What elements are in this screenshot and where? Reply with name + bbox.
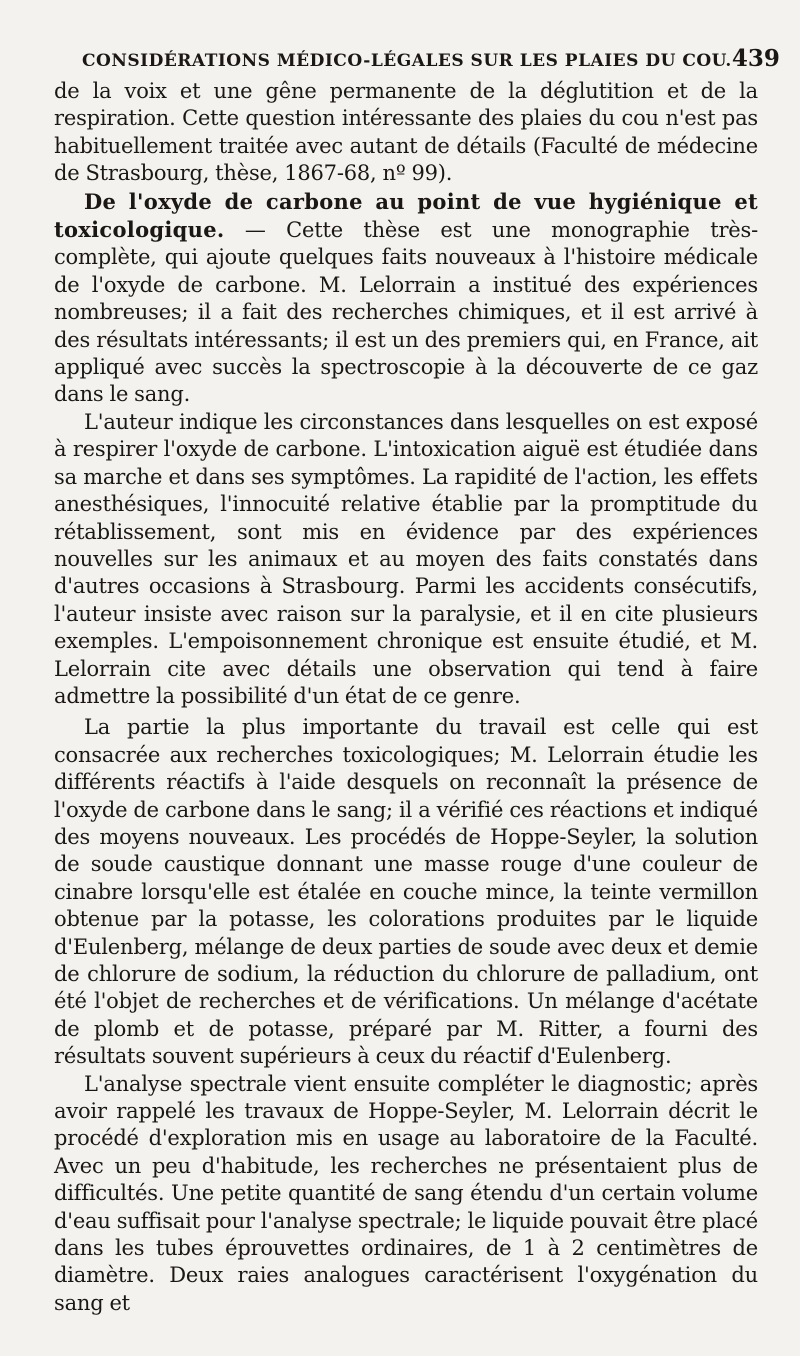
paragraph-text: La partie la plus importante du travail est celle qui est consacrée aux recherches toxicologiques; M. Lelorrain étudie les différents réactifs à l'aide desquels on reconnaît la présence de l'oxyde de carbone dans le sang; il a vérifié ces réactions et indiqué des moyens nouveaux. Les procédés de Hoppe-Seyler, la solution de soude caustique donnant une masse rouge d'une couleur de cinabre lorsqu'elle est étalée en couche mince, la teinte vermillon obtenue par la potasse, les colorations produites par le liquide d'Eulenberg, mélange de deux parties de soude avec deux et demie de chlorure de sodium, la réduction du chlorure de palladium, ont été l'objet de recherches et de vérifications. Un mélange d'acétate de plomb et de potasse, préparé par M. Ritter, a fourni des résultats souvent supérieurs à ceux du réactif d'Eulenberg. — [54, 715, 758, 1069]
paragraph — [54, 1071, 758, 1318]
paragraph-text: — Cette thèse est une monographie très-complète, qui ajoute quelques faits nouveaux à l'histoire médicale de l'oxyde de carbone. M. Lelorrain a institué des expériences nombreuses; il a fait des recherches chimiques, et il est arrivé à des résultats intéressants; il est un des premiers qui, en France, ait appliqué avec succès la spectroscopie à la découverte de ce gaz dans le sang. — [54, 218, 758, 407]
body-text — [54, 78, 758, 1317]
section-heading: De l'oxyde de carbone au point de vue hygiénique et toxicologique. — [54, 188, 758, 243]
paragraph-text: de la voix et une gêne permanente de la déglutition et de la respiration. Cette question intéressante des plaies du cou n'est pas habituellement traitée avec autant de détails (Faculté de médecine de Strasbourg, thèse, 1867-68, nº 99). — [54, 79, 758, 186]
paragraph-text: L'auteur indique les circonstances dans lesquelles on est exposé à respirer l'oxyde de carbone. L'intoxication aiguë est étudiée dans sa marche et dans ses symptômes. La rapidité de l'action, les effets anesthésiques, l'innocuité relative établie par la promptitude du rétablissement, sont mis en évidence par des expériences nouvelles sur les animaux et au moyen des faits constatés dans d'autres occasions à Strasbourg. Parmi les accidents consécutifs, l'auteur insiste avec raison sur la paralysie, et il en cite plusieurs exemples. L'empoisonnement chronique est ensuite étudié, et M. Lelorrain cite avec détails une observation qui tend à faire admettre la possibilité d'un état de ce genre. — [54, 409, 758, 708]
paragraph — [54, 409, 758, 710]
paragraph — [54, 188, 758, 409]
paragraph — [54, 714, 758, 1070]
running-head-title: CONSIDÉRATIONS MÉDICO-LÉGALES SUR LES PLAIES DU COU. — [82, 51, 732, 71]
running-head — [82, 40, 780, 78]
page-number: 439 — [731, 45, 780, 72]
paragraph — [54, 78, 758, 188]
paragraph-text: L'analyse spectrale vient ensuite compléter le diagnostic; après avoir rappelé les travaux de Hoppe-Seyler, M. Lelorrain décrit le procédé d'exploration mis en usage au laboratoire de la Faculté. Avec un peu d'habitude, les recherches ne présentaient plus de difficultés. Une petite quantité de sang étendu d'un certain volume d'eau suffisait pour l'analyse spectrale; le liquide pouvait être placé dans les tubes éprouvettes ordinaires, de 1 à 2 centimètres de diamètre. Deux raies analogues caractérisent l'oxygénation du sang et — [54, 1071, 758, 1315]
